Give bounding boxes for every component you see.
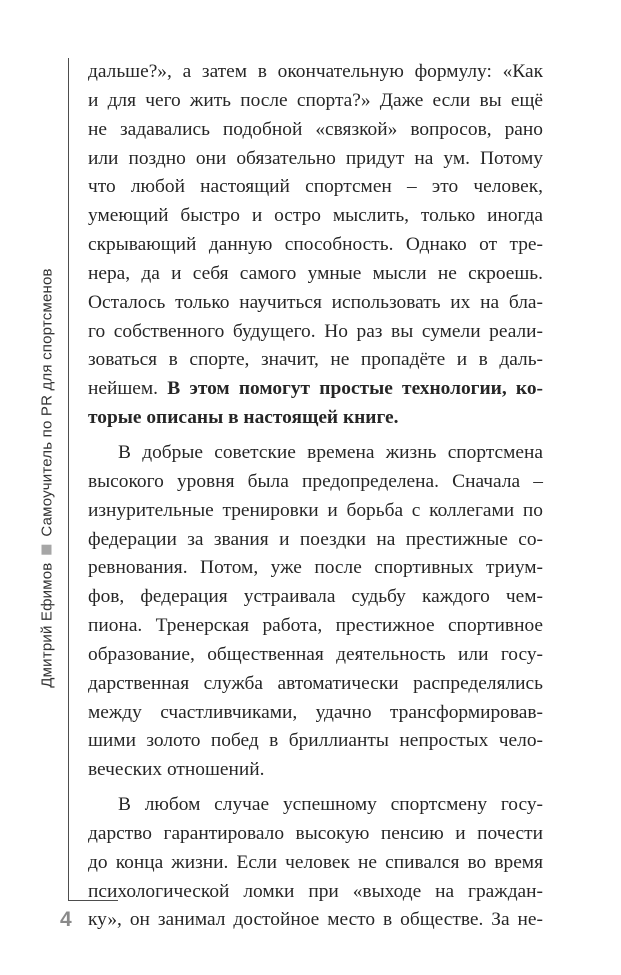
text-line: фов, федерация устраивала судьбу каждого чем- (88, 586, 543, 608)
text-line-mixed (88, 375, 543, 404)
text-line: умеющий быстро и остро мыслить, только иногда (88, 205, 543, 227)
text-line: или поздно они обязательно придут на ум. Потому (88, 147, 543, 169)
paragraph-2 (88, 439, 543, 785)
body-text (88, 58, 543, 935)
text-line: федерации за звания и поездки на престижные со- (88, 528, 543, 550)
text-line: между счастливчиками, удачно трансформировав- (88, 701, 543, 723)
paragraph-3 (88, 791, 543, 935)
running-header (39, 268, 56, 687)
text-line: дальше?», а затем в окончательную формулу: «Как (88, 61, 543, 82)
text-line: скрывающий данную способность. Однако от тре- (88, 234, 543, 256)
text-line: пиона. Тренерская работа, престижное спортивное (88, 615, 543, 637)
page-number: 4 (60, 908, 72, 931)
bold-text: В этом помогут простые технологии, ко- (167, 378, 543, 400)
separator-square-icon (42, 545, 52, 555)
margin-rule (68, 58, 69, 900)
text-line: ку», он занимал достойное место в обществе. За не- (88, 909, 543, 931)
text-line: образование, общественная деятельность или госу- (88, 643, 543, 665)
text-line: ревнования. Потом, уже после спортивных триум- (88, 557, 543, 579)
running-header-title: Самоучитель по PR для спортсменов (38, 268, 56, 537)
text-line: изнурительные тренировки и борьба с коллегами по (88, 499, 543, 521)
text-line: дарственная служба автоматически распределялись (88, 672, 543, 694)
text-line: дарство гарантировало высокую пенсию и почести (88, 822, 543, 844)
text-line: не задавались подобной «связкой» вопросов, рано (88, 118, 543, 140)
text-line: шими золото побед в бриллианты непростых чело- (88, 730, 543, 752)
text-line: веческих отношений. (88, 759, 265, 781)
text-line: Осталось только научиться использовать их на бла- (88, 291, 543, 313)
text-line: и для чего жить после спорта?» Даже если вы ещё (88, 89, 543, 111)
text-line: высокого уровня была предопределена. Сначала – (88, 470, 543, 492)
text-line: зоваться в спорте, значит, не пропадёте и в даль- (88, 349, 543, 371)
text-line: В любом случае успешному спортсмену госу- (118, 794, 543, 816)
paragraph-1 (88, 58, 543, 433)
bold-text-line: торые описаны в настоящей книге. (88, 407, 399, 429)
text-line: что любой настоящий спортсмен – это человек, (88, 176, 543, 198)
text-line: психологической ломки при «выходе на граждан- (88, 880, 543, 902)
text-line: В добрые советские времена жизнь спортсмена (118, 441, 543, 463)
running-header-author: Дмитрий Ефимов (38, 562, 56, 688)
text-fragment: нейшем. (88, 378, 159, 400)
text-line: до конца жизни. Если человек не спивался во время (88, 851, 543, 873)
text-line: го собственного будущего. Но раз вы сумели реали- (88, 320, 543, 342)
text-line: нера, да и себя самого умные мысли не скроешь. (88, 262, 543, 284)
